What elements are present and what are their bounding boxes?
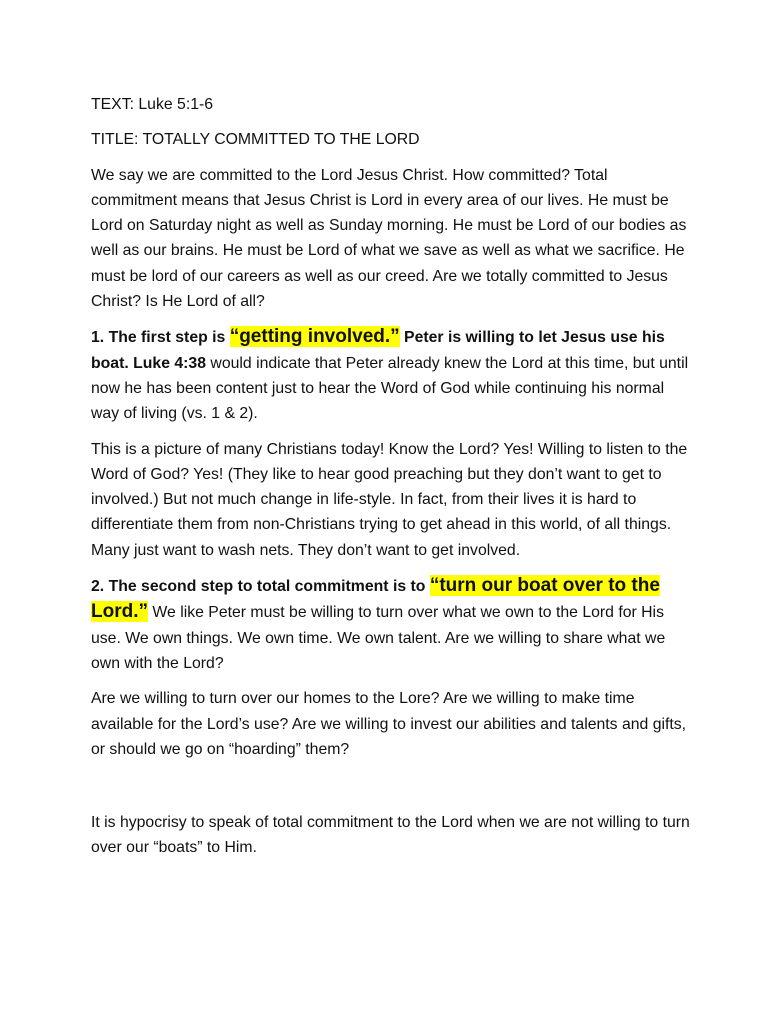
intro-paragraph: We say we are committed to the Lord Jesus Christ. How committed? Total commitment means that Jesus Christ is Lord in every area of our lives. He must be Lord on Saturday night as well as Sunday morning. He must be Lord of our bodies as well as our brains. He must be Lord of what we save as well as what we sacrifice. He must be lord of our careers as well as our creed. Are we totally committed to Jesus Christ? Is He Lord of all? — [91, 166, 687, 311]
conclusion-paragraph: It is hypocrisy to speak of total commitment to the Lord when we are not willing to turn over our “boats” to Him. — [91, 814, 690, 857]
questions-paragraph: Are we willing to turn over our homes to the Lore? Are we willing to make time available for the Lord’s use? Are we willing to invest our abilities and talents and gifts, or should we go on “hoarding” them? — [91, 690, 687, 758]
step-two-lead: 2. The second step to total commitment is to — [91, 578, 430, 596]
step-two-text: We like Peter must be willing to turn over what we own to the Lord for His use. We own things. We own time. We own talent. Are we willing to share what we own with the Lord? — [91, 604, 666, 672]
step-one-after-highlight: Peter is willing to let Jesus use his boat. — [91, 329, 665, 372]
picture-paragraph: This is a picture of many Christians today! Know the Lord? Yes! Willing to listen to the Word of God? Yes! (They like to hear good preaching but they don’t want to get to involved.) But not much change in life-style. In fact, from their lives it is hard to differentiate them from non-Christians trying to get ahead in this world, of all things. Many just want to wash nets. They don’t want to get involved. — [91, 440, 688, 559]
step-one-paragraph — [91, 324, 691, 426]
document-body — [91, 92, 691, 871]
blank-line — [91, 772, 691, 810]
step-two-paragraph — [91, 573, 691, 676]
step-one-text: would indicate that Peter already knew the Lord at this time, but until now he has been content just to hear the Word of God while continuing his normal way of living (vs. 1 & 2). — [91, 354, 689, 423]
step-two-highlight: “turn our boat over to the Lord.” — [91, 575, 660, 623]
scripture-reference-line: TEXT: Luke 5:1-6 — [91, 96, 214, 113]
step-one-highlight: “getting involved.” — [229, 326, 400, 348]
step-one-lead: 1. The first step is — [91, 329, 230, 347]
sermon-title-line: TITLE: TOTALLY COMMITTED TO THE LORD — [91, 131, 420, 149]
step-one-reference: Luke 4:38 — [133, 354, 207, 372]
